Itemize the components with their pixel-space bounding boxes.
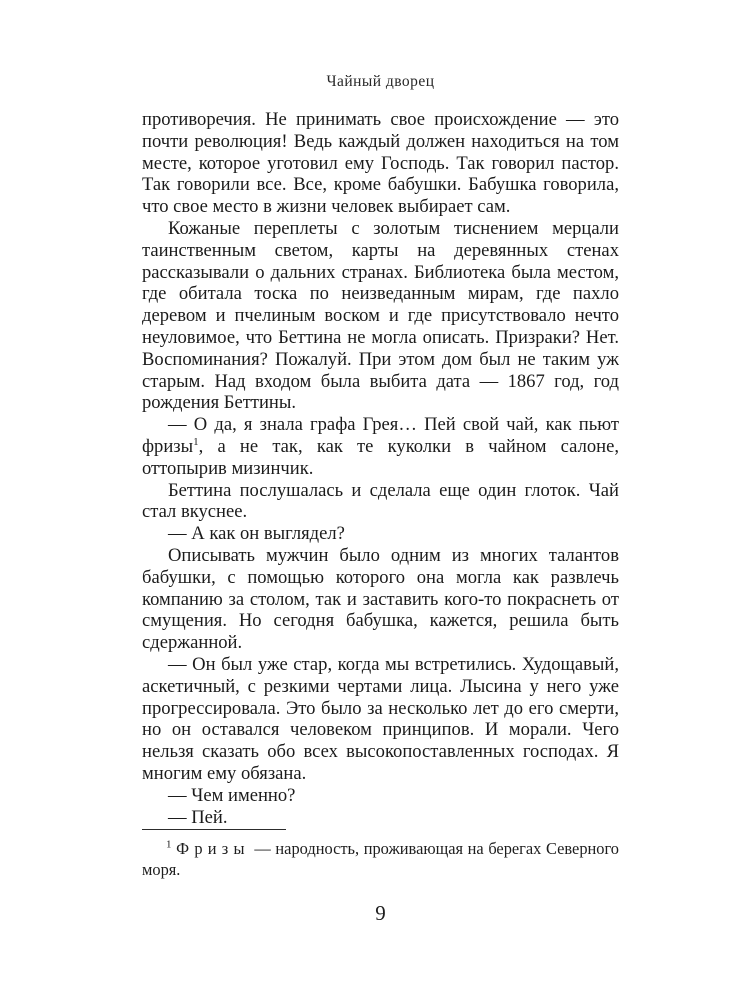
paragraph: Беттина послушалась и сделала еще один глоток. Чай стал вкуснее. — [142, 479, 619, 523]
footnote — [142, 839, 619, 880]
running-head: Чайный дворец — [326, 73, 435, 90]
paragraph: Описывать мужчин было одним из многих талантов бабушки, с помощью которого она могла как развлечь компанию за столом, так и заставить кого-то покраснеть от смущения. Но сегодня бабушка, кажется, решила быть сдержанной. — [142, 544, 619, 654]
paragraph: Кожаные переплеты с золотым тиснением мерцали таинственным светом, карты на деревянных стенах рассказывали о дальних странах. Библиотека была местом, где обитала тоска по неизведанным мирам, где пахло деревом и пчелиным воском и где присутствовало нечто неуловимое, что Беттина не могла описать. Призраки? Нет. Воспоминания? Пожалуй. При этом дом был не таким уж старым. Над входом была выбита дата — 1867 год, год рождения Беттины. — [142, 217, 619, 414]
body-text — [142, 109, 619, 828]
paragraph-text: — О да, я знала графа Грея… Пей свой чай, как пьют фризы — [142, 414, 619, 457]
paragraph: — Он был уже стар, когда мы встретились. Худощавый, аскетичный, с резкими чертами лица. Лысина у него уже прогрессировала. Это было за несколько лет до его смерти, но он оставался человеком принципов. И морали. Чего нельзя сказать обо всех высокопоставленных господах. Я многим ему обязана. — [142, 653, 619, 784]
footnote-marker: 1 — [166, 838, 172, 851]
footnote-reference-marker: 1 — [193, 435, 199, 448]
paragraph-text: , а не так, как те куколки в чайном салоне, оттопырив мизинчик. — [142, 435, 619, 479]
paragraph: — Пей. — [168, 806, 228, 828]
footnote-term: Фризы — [176, 839, 250, 858]
page-number: 9 — [375, 901, 386, 925]
footnote-separator — [142, 829, 286, 830]
paragraph: — А как он выглядел? — [168, 523, 345, 545]
paragraph-with-footnote-ref — [142, 414, 619, 479]
footnote-definition: — народность, проживающая на берегах Северного моря. — [142, 839, 619, 879]
paragraph: — Чем именно? — [168, 784, 296, 806]
footnote-section — [142, 829, 619, 880]
paragraph: противоречия. Не принимать свое происхождение — это почти революция! Ведь каждый должен находиться на том месте, которое уготовил ему Господь. Так говорил пастор. Так говорили все. Все, кроме бабушки. Бабушка говорила, что свое место в жизни человек выбирает сам. — [142, 109, 619, 218]
